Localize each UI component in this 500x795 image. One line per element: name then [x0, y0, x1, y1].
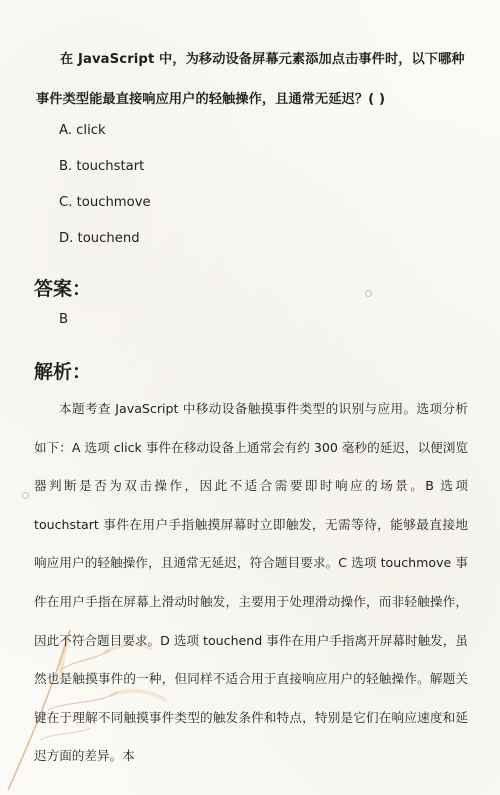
option-d: D. touchend: [59, 231, 140, 246]
option-a: A. click: [59, 123, 106, 138]
question-text: 在 JavaScript 中，为移动设备屏幕元素添加点击事件时，以下哪种事件类型能最直接响应用户的轻触操作，且通常无延迟？( ): [36, 52, 465, 107]
paper-speck: [22, 492, 29, 499]
option-b: B. touchstart: [59, 159, 145, 174]
paper-speck: [365, 290, 372, 297]
option-list: [59, 119, 151, 263]
analysis-heading: 解析：: [34, 361, 92, 383]
answer-value: B: [59, 312, 69, 327]
analysis-text: 本题考查 JavaScript 中移动设备触摸事件类型的识别与应用。选项分析如下：A 选项 click 事件在移动设备上通常会有约 300 毫秒的延迟，以便浏览器判断是否为双击操作，因此不适合需要即时响应的场景。B 选项 touchstart 事件在用户手指触摸屏幕时立即触发，无需等待，能够最直接地响应用户的轻触操作，且通常无延迟，符合题目要求。C 选项 touchmove 事件在用户手指在屏幕上滑动时触发，主要用于处理滑动操作，而非轻触操作，因此不符合题目要求。D 选项 touchend 事件在用户手指离开屏幕时触发，虽然也是触摸事件的一种，但同样不适合用于直接响应用户的轻触操作。解题关键在于理解不同触摸事件类型的触发条件和特点，特别是它们在响应速度和延迟方面的差异。本: [34, 401, 468, 764]
option-c: C. touchmove: [59, 195, 151, 210]
answer-heading: 答案：: [34, 278, 92, 300]
